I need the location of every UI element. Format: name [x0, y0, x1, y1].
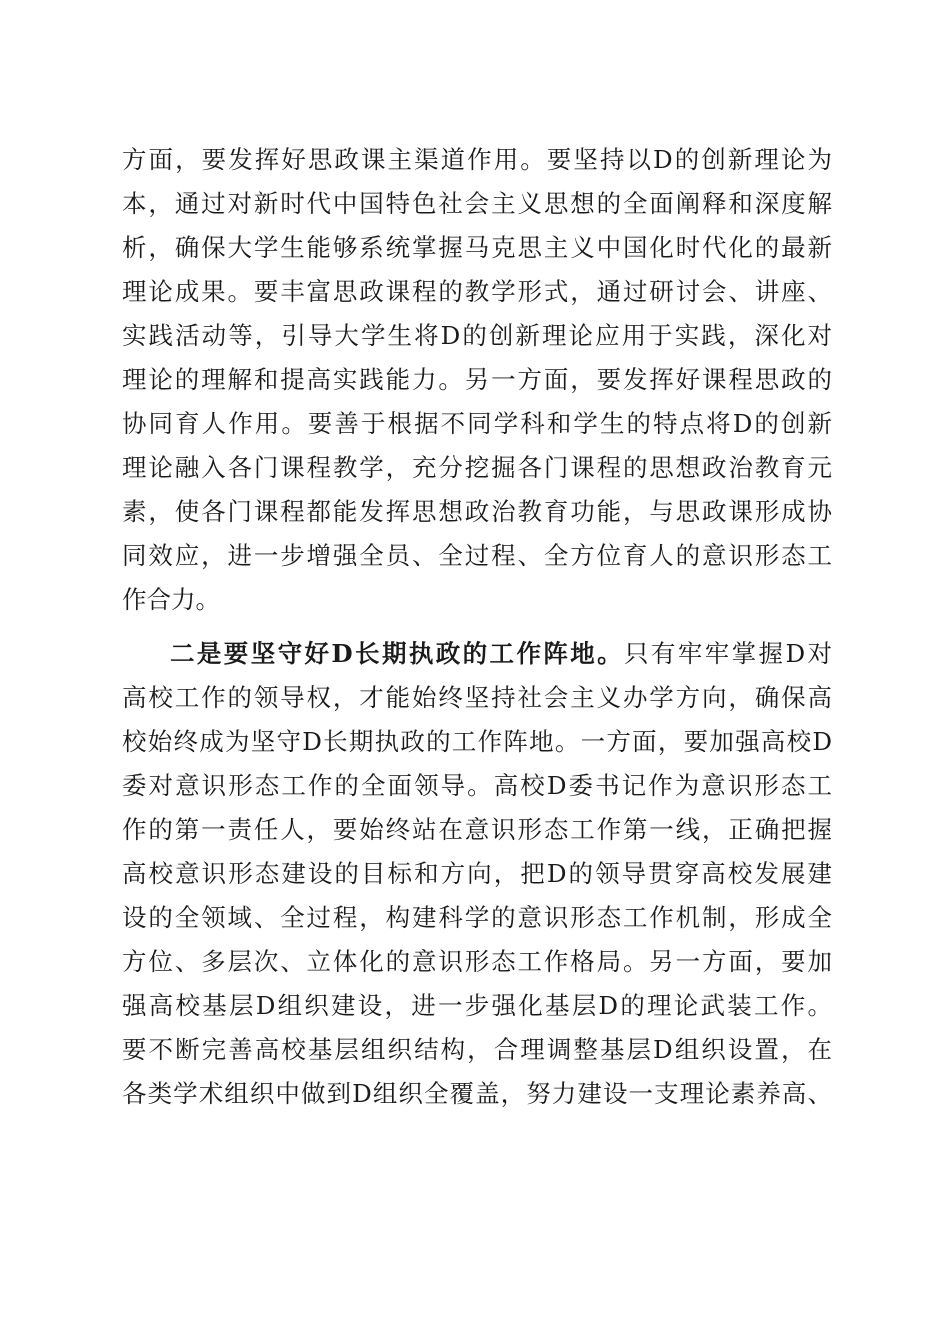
text-line: 同效应，进一步增强全员、全过程、全方位育人的意识形态工 — [122, 541, 832, 570]
text-line: 校始终成为坚守D长期执政的工作阵地。一方面，要加强高校D — [122, 727, 832, 756]
text-line: 高校意识形态建设的目标和方向，把D的领导贯穿高校发展建 — [122, 859, 832, 888]
text-line: 理论的理解和提高实践能力。另一方面，要发挥好课程思政的 — [122, 365, 832, 394]
text-line: 作的第一责任人，要始终站在意识形态工作第一线，正确把握 — [122, 815, 832, 844]
text-line: 协同育人作用。要善于根据不同学科和学生的特点将D的创新 — [122, 409, 832, 438]
paragraph-heading: 二是要坚守好D长期执政的工作阵地。 — [170, 639, 625, 668]
text-line: 实践活动等，引导大学生将D的创新理论应用于实践，深化对 — [122, 321, 832, 350]
text-line: 方位、多层次、立体化的意识形态工作格局。另一方面，要加 — [122, 947, 832, 976]
text-line: 设的全领域、全过程，构建科学的意识形态工作机制，形成全 — [122, 903, 832, 932]
text-line: 理论成果。要丰富思政课程的教学形式，通过研讨会、讲座、 — [122, 277, 832, 306]
text-line: 素，使各门课程都能发挥思想政治教育功能，与思政课形成协 — [122, 497, 832, 526]
text-line: 作合力。 — [122, 585, 220, 614]
text-line: 委对意识形态工作的全面领导。高校D委书记作为意识形态工 — [122, 771, 832, 800]
text-line: 高校工作的领导权，才能始终坚持社会主义办学方向，确保高 — [122, 683, 832, 712]
text-line: 各类学术组织中做到D组织全覆盖，努力建设一支理论素养高、 — [122, 1079, 832, 1108]
text-line: 强高校基层D组织建设，进一步强化基层D的理论武装工作。 — [122, 991, 832, 1020]
text-line: 理论融入各门课程教学，充分挖掘各门课程的思想政治教育元 — [122, 453, 832, 482]
paragraph-first-line — [170, 634, 832, 674]
text-line: 析，确保大学生能够系统掌握马克思主义中国化时代化的最新 — [122, 233, 832, 262]
text-line: 要不断完善高校基层组织结构，合理调整基层D组织设置，在 — [122, 1035, 832, 1064]
text-span: 只有牢牢掌握D对 — [624, 639, 832, 668]
text-line: 本，通过对新时代中国特色社会主义思想的全面阐释和深度解 — [122, 189, 832, 218]
text-line: 方面，要发挥好思政课主渠道作用。要坚持以D的创新理论为 — [122, 145, 832, 174]
